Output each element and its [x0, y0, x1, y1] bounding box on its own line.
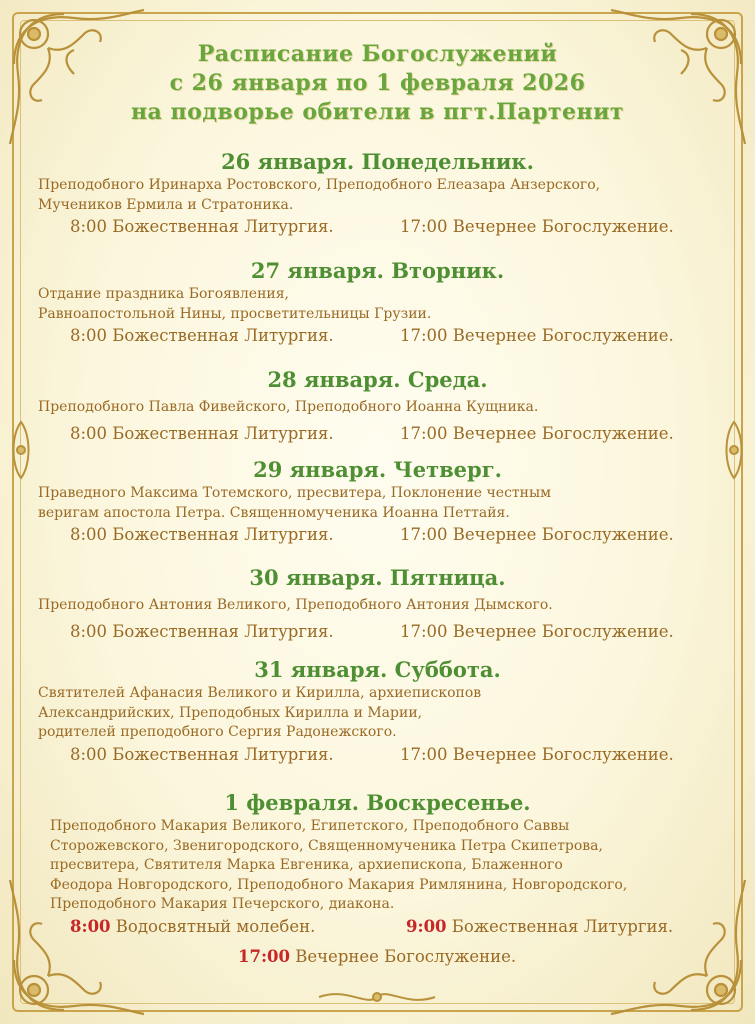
services-row — [0, 743, 755, 769]
saints-text — [0, 592, 755, 616]
services-row — [0, 945, 755, 971]
saints-line: Александрийских, Преподобных Кирилла и Марии, — [38, 704, 423, 721]
service-evening — [238, 947, 516, 966]
saints-line: родителей преподобного Сергия Радонежского. — [38, 724, 397, 740]
title-line-1: Расписание Богослужений — [197, 41, 558, 67]
service-blessing — [70, 917, 315, 936]
services-row — [0, 422, 755, 448]
service-evening: 17:00 Вечернее Богослужение. — [400, 217, 674, 236]
saints-line: Преподобного Макария Великого, Египетского, Преподобного Саввы — [50, 818, 570, 834]
day-block — [0, 564, 755, 646]
saints-line: Преподобного Антония Великого, Преподобного Антония Дымского. — [38, 597, 553, 613]
saints-line: пресвитера, Святителя Марка Евгеника, архиепископа, Блаженного — [50, 857, 563, 873]
saints-text — [0, 176, 755, 215]
day-heading: 26 января. Понедельник. — [221, 149, 534, 174]
saints-text — [0, 817, 755, 915]
saints-text — [0, 684, 755, 743]
saints-line: Преподобного Макария Печерского, диакона. — [50, 896, 395, 912]
title-line-3: на подворье обители в пгт.Партенит — [130, 99, 625, 125]
service-morning: 8:00 Божественная Литургия. — [70, 217, 334, 236]
saints-line: Преподобного Павла Фивейского, Преподобного Иоанна Кущника. — [38, 399, 539, 415]
day-block — [0, 257, 755, 350]
service-liturgy — [406, 917, 673, 936]
service-text: Вечернее Богослужение. — [290, 946, 517, 966]
service-morning: 8:00 Божественная Литургия. — [70, 525, 334, 544]
schedule-title — [0, 40, 755, 127]
day-heading: 28 января. Среда. — [267, 367, 488, 392]
saints-line: Феодора Новгородского, Преподобного Макария Римлянина, Новгородского, — [50, 876, 628, 893]
saints-line: Святителей Афанасия Великого и Кирилла, архиепископов — [38, 685, 482, 701]
day-heading: 1 февраля. Воскресенье. — [224, 790, 531, 815]
day-heading: 27 января. Вторник. — [250, 258, 505, 283]
service-time: 8:00 — [70, 916, 111, 936]
saints-line: Равноапостольной Нины, просветительницы Грузии. — [38, 305, 432, 322]
service-morning: 8:00 Божественная Литургия. — [70, 326, 334, 345]
services-row — [0, 523, 755, 549]
saints-line: Преподобного Иринарха Ростовского, Преподобного Елеазара Анзерского, — [38, 177, 601, 193]
service-morning: 8:00 Божественная Литургия. — [70, 621, 334, 641]
service-evening: 17:00 Вечернее Богослужение. — [400, 744, 674, 764]
service-evening: 17:00 Вечернее Богослужение. — [400, 423, 674, 443]
service-text: Божественная Литургия. — [446, 916, 674, 936]
day-heading: 31 января. Суббота. — [254, 657, 501, 682]
service-evening: 17:00 Вечернее Богослужение. — [400, 525, 674, 544]
bottom-center-ornament — [317, 985, 437, 1009]
title-line-2: с 26 января по 1 февраля 2026 — [169, 70, 586, 96]
services-row — [0, 215, 755, 241]
service-morning: 8:00 Божественная Литургия. — [70, 744, 334, 764]
service-evening: 17:00 Вечернее Богослужение. — [400, 621, 674, 641]
saints-line: Отдание праздника Богоявления, — [38, 286, 290, 302]
day-block — [0, 656, 755, 769]
saints-line: Сторожевского, Звенигородского, Священномученика Петра Скипетрова, — [50, 837, 603, 854]
saints-text — [0, 394, 755, 418]
services-row — [0, 915, 755, 941]
saints-line: Мучеников Ермила и Стратоника. — [38, 196, 294, 213]
day-block — [0, 148, 755, 241]
service-morning: 8:00 Божественная Литургия. — [70, 423, 334, 443]
service-time: 17:00 — [238, 946, 291, 966]
day-block — [0, 366, 755, 448]
service-evening: 17:00 Вечернее Богослужение. — [400, 326, 674, 345]
saints-line: Праведного Максима Тотемского, пресвитера, Поклонение честным — [38, 485, 552, 501]
services-row — [0, 324, 755, 350]
saints-line: веригам апостола Петра. Священномученика Иоанна Петтайя. — [38, 504, 510, 521]
day-heading: 29 января. Четверг. — [253, 457, 502, 482]
day-heading: 30 января. Пятница. — [249, 565, 506, 590]
service-time: 9:00 — [406, 916, 447, 936]
service-text: Водосвятный молебен. — [110, 916, 316, 936]
saints-text — [0, 285, 755, 324]
day-block — [0, 789, 755, 971]
services-row — [0, 620, 755, 646]
day-block — [0, 456, 755, 549]
saints-text — [0, 484, 755, 523]
